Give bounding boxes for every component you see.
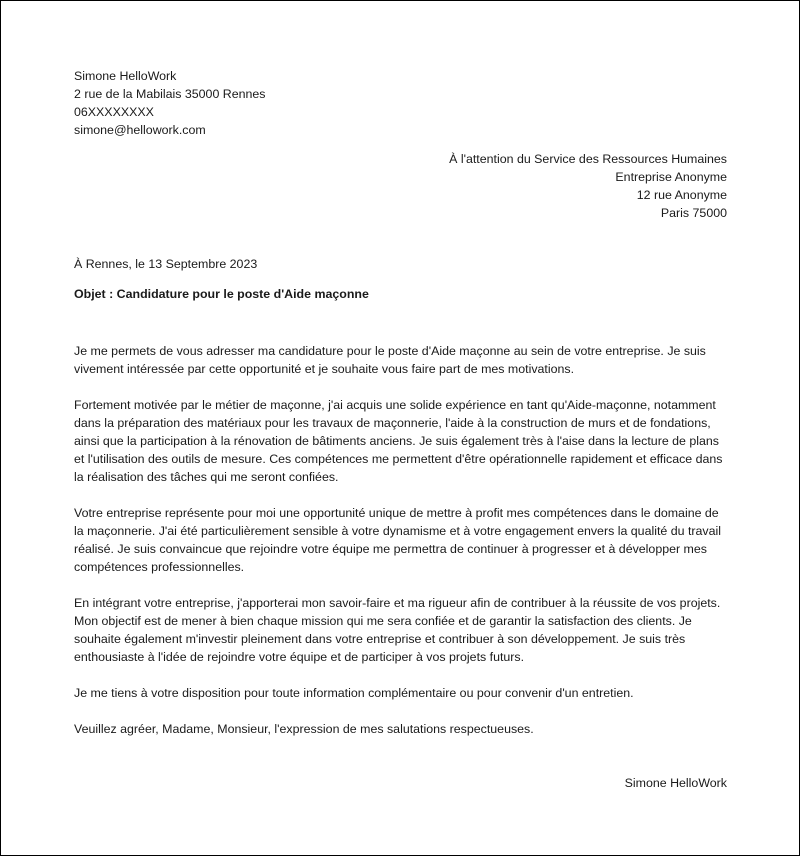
letter-body (74, 342, 727, 756)
recipient-attention: À l'attention du Service des Ressources Humaines (449, 152, 727, 166)
signature: Simone HelloWork (624, 776, 727, 790)
recipient-city: Paris 75000 (660, 206, 727, 220)
sender-name: Simone HelloWork (74, 69, 177, 83)
sender-address: 2 rue de la Mabilais 35000 Rennes (74, 87, 266, 101)
paragraph-availability: Je me tiens à votre disposition pour toute information complémentaire ou pour convenir d'un entretien. (74, 686, 634, 700)
sender-phone: 06XXXXXXXX (74, 105, 154, 119)
paragraph-experience: Fortement motivée par le métier de maçonne, j'ai acquis une solide expérience en tant qu'Aide-maçonne, notamment dans la préparation des matériaux pour les travaux de maçonnerie, l'aide à la construction de murs et de fondations, ainsi que la participation à la rénovation de bâtiments anciens. Je suis également très à l'aise dans la lecture de plans et l'utilisation des outils de mesure. Ces compétences me permettent d'être opérationnelle rapidement et efficace dans la réalisation des tâches qui me seront confiées. (74, 398, 723, 484)
paragraph-intro: Je me permets de vous adresser ma candidature pour le poste d'Aide maçonne au sein de votre entreprise. Je suis vivement intéressée par cette opportunité et je souhaite vous faire part de mes motivations. (74, 344, 706, 376)
recipient-block (74, 150, 727, 222)
paragraph-contribution: En intégrant votre entreprise, j'apporterai mon savoir-faire et ma rigueur afin de contribuer à la réussite de vos projets. Mon objectif est de mener à bien chaque mission qui me sera confiée et de garantir la satisfaction des clients. Je souhaite également m'investir pleinement dans votre entreprise et contribuer à son développement. Je suis très enthousiaste à l'idée de rejoindre votre équipe et de participer à vos projets futurs. (74, 596, 721, 664)
recipient-company: Entreprise Anonyme (615, 170, 727, 184)
recipient-street: 12 rue Anonyme (636, 188, 727, 202)
date-line: À Rennes, le 13 Septembre 2023 (74, 257, 258, 271)
paragraph-closing: Veuillez agréer, Madame, Monsieur, l'expression de mes salutations respectueuses. (74, 722, 534, 736)
sender-block (74, 67, 727, 139)
paragraph-company: Votre entreprise représente pour moi une opportunité unique de mettre à profit mes compétences dans le domaine de la maçonnerie. J'ai été particulièrement sensible à votre dynamisme et à votre engagement envers la qualité du travail réalisé. Je suis convaincue que rejoindre votre équipe me permettra de continuer à progresser et à développer mes compétences professionnelles. (74, 506, 722, 574)
subject-line: Objet : Candidature pour le poste d'Aide maçonne (74, 287, 369, 301)
sender-email: simone@hellowork.com (74, 123, 206, 137)
